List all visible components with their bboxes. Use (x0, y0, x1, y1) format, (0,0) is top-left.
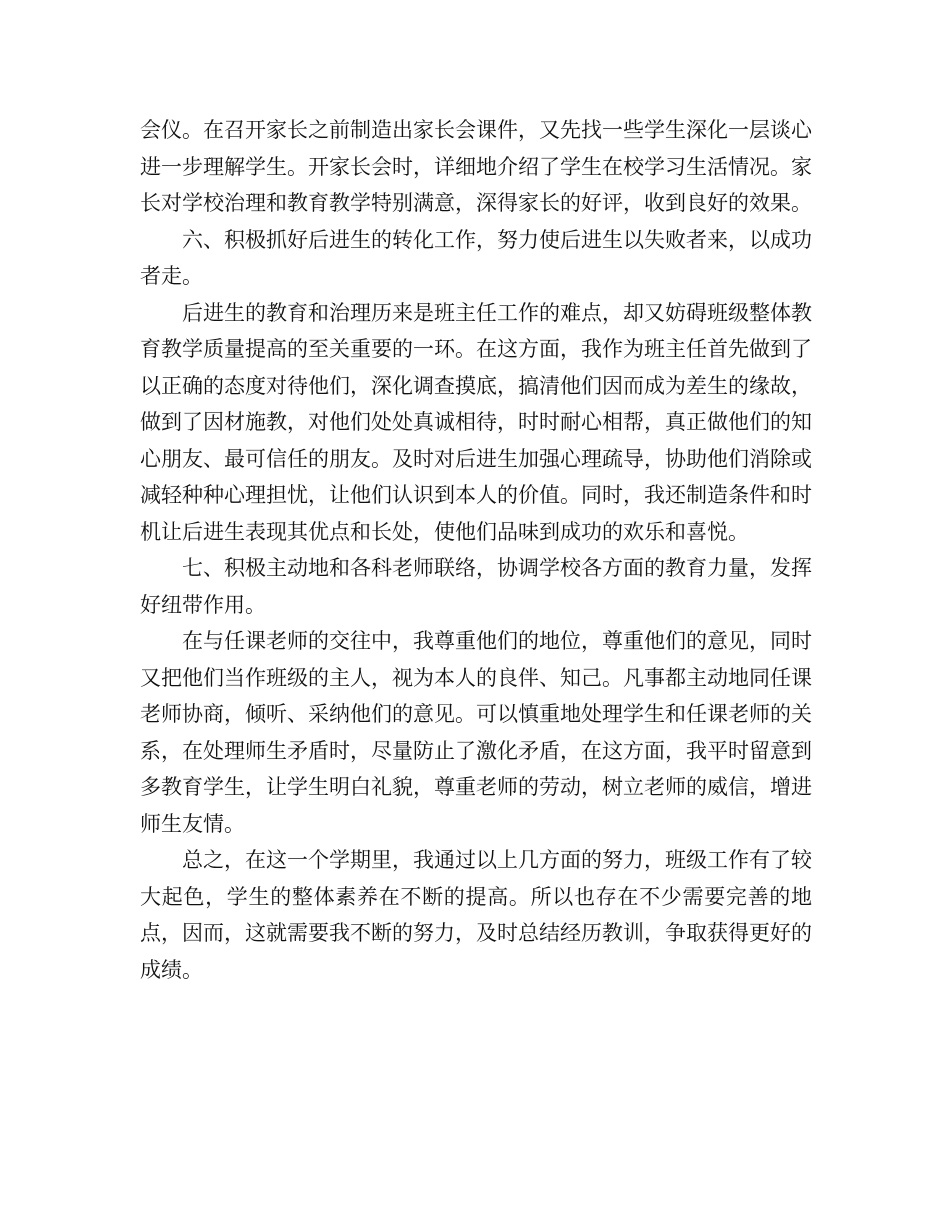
paragraph-conclusion: 总之，在这一个学期里，我通过以上几方面的努力，班级工作有了较大起色，学生的整体素养在不断的提高。所以也存在不少需要完善的地点，因而，这就需要我不断的努力，及时总结经历教训，争取获得更好的成绩。 (140, 848, 812, 982)
paragraph-continued-parent-meeting: 会仪。在召开家长之前制造出家长会课件，又先找一些学生深化一层谈心进一步理解学生。开家长会时，详细地介绍了学生在校学习生活情况。家长对学校治理和教育教学特别满意，深得家长的好评，收到良好的效果。 (140, 118, 812, 215)
paragraph-heading-six: 六、积极抓好后进生的转化工作，努力使后进生以失败者来，以成功者走。 (140, 227, 812, 288)
document-page (140, 112, 812, 988)
paragraph-underachievers: 后进生的教育和治理历来是班主任工作的难点，却又妨碍班级整体教育教学质量提高的至关重要的一环。在这方面，我作为班主任首先做到了以正确的态度对待他们，深化调查摸底，搞清他们因而成为差生的缘故，做到了因材施教，对他们处处真诚相待，时时耐心相帮，真正做他们的知心朋友、最可信任的朋友。及时对后进生加强心理疏导，协助他们消除或减轻种种心理担忧，让他们认识到本人的价值。同时，我还制造条件和时机让后进生表现其优点和长处，使他们品味到成功的欢乐和喜悦。 (140, 300, 812, 544)
paragraph-heading-seven: 七、积极主动地和各科老师联络，协调学校各方面的教育力量，发挥好纽带作用。 (140, 556, 812, 617)
paragraph-teacher-relations: 在与任课老师的交往中，我尊重他们的地位，尊重他们的意见，同时又把他们当作班级的主人，视为本人的良伴、知己。凡事都主动地同任课老师协商，倾听、采纳他们的意见。可以慎重地处理学生和任课老师的关系，在处理师生矛盾时，尽量防止了激化矛盾，在这方面，我平时留意到多教育学生，让学生明白礼貌，尊重老师的劳动，树立老师的威信，增进师生友情。 (140, 629, 812, 836)
